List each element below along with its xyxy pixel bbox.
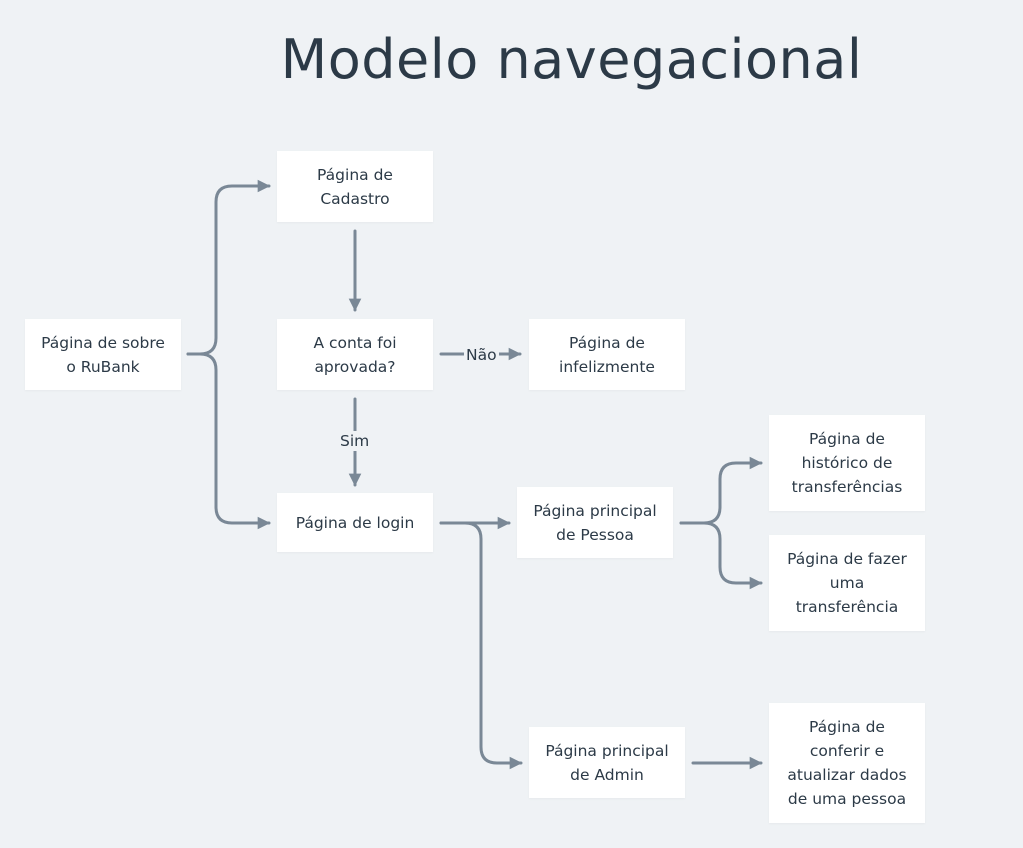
node-principal-pessoa-label: Página principal de Pessoa	[533, 501, 657, 544]
node-conta-aprovada-label: A conta foi aprovada?	[313, 333, 397, 376]
node-historico-label: Página de histórico de transferências	[791, 430, 903, 496]
node-principal-admin[interactable]	[529, 727, 685, 798]
node-principal-admin-label: Página principal de Admin	[545, 741, 669, 784]
node-cadastro-label: Página de Cadastro	[317, 165, 393, 208]
node-fazer-transferencia[interactable]	[769, 535, 925, 631]
node-fazer-transferencia-label: Página de fazer uma transferência	[787, 550, 907, 616]
node-cadastro[interactable]	[277, 151, 433, 222]
node-principal-pessoa[interactable]	[517, 487, 673, 558]
diagram-title: Modelo navegacional	[280, 28, 863, 91]
node-historico[interactable]	[769, 415, 925, 511]
edge-login-to-admin	[441, 523, 521, 763]
edge-pessoa-to-transferencia	[681, 523, 761, 583]
node-conferir-dados-label: Página de conferir e atualizar dados de uma pessoa	[787, 718, 907, 808]
edge-sobre-to-cadastro	[188, 186, 269, 354]
node-sobre-label: Página de sobre o RuBank	[41, 333, 165, 376]
node-infelizmente-label: Página de infelizmente	[559, 333, 655, 376]
node-conferir-dados[interactable]	[769, 703, 925, 823]
node-infelizmente[interactable]	[529, 319, 685, 390]
edge-pessoa-to-historico	[681, 463, 761, 523]
node-sobre[interactable]	[25, 319, 181, 390]
node-conta-aprovada[interactable]	[277, 319, 433, 390]
node-login-label: Página de login	[295, 513, 415, 532]
edge-label-sim: Sim	[340, 432, 370, 450]
edge-label-nao: Não	[466, 346, 497, 364]
edge-sobre-to-login	[188, 354, 269, 523]
node-login[interactable]	[277, 493, 433, 552]
